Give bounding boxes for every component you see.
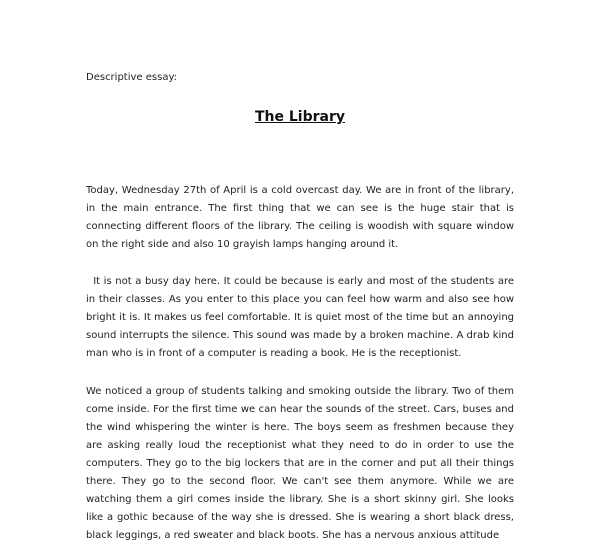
essay-title: The Library (254, 109, 345, 125)
essay-type-label: Descriptive essay: (86, 72, 178, 83)
paragraph-2-text: It is not a busy day here. It could be because is early and most of the students are in their classes. As you enter to this place you can feel how warm and also see how bright it is. It makes us feel comfortable. It is quiet most of the time but an annoying sound interrupts the silence. This sound was made by a broken machine. A drab kind man who is in front of a computer is reading a book. He is the receptionist. (86, 276, 514, 359)
paragraph-1: Today, Wednesday 27th of April is a cold overcast day. We are in front of the library, in the main entrance. The first thing that we can see is the huge stair that is connecting different floors of the library. The ceiling is woodish with square window on the right side and also 10 grayish lamps hanging around it. (86, 185, 514, 250)
paragraph-2 (86, 273, 514, 363)
paragraph-3: We noticed a group of students talking and smoking outside the library. Two of them come inside. For the first time we can hear the sounds of the street. Cars, buses and the wind whispering the winter is here. The boys seem as freshmen because they are asking really loud the receptionist what they need to do in order to use the computers. They go to the big lockers that are in the corner and put all their things there. They go to the second floor. We can't see them anymore. While we are watching them a girl comes inside the library. She is a short skinny girl. She looks like a gothic because of the way she is dressed. She is wearing a short black dress, black leggings, a red sweater and black boots. She has a nervous anxious attitude (86, 386, 514, 541)
